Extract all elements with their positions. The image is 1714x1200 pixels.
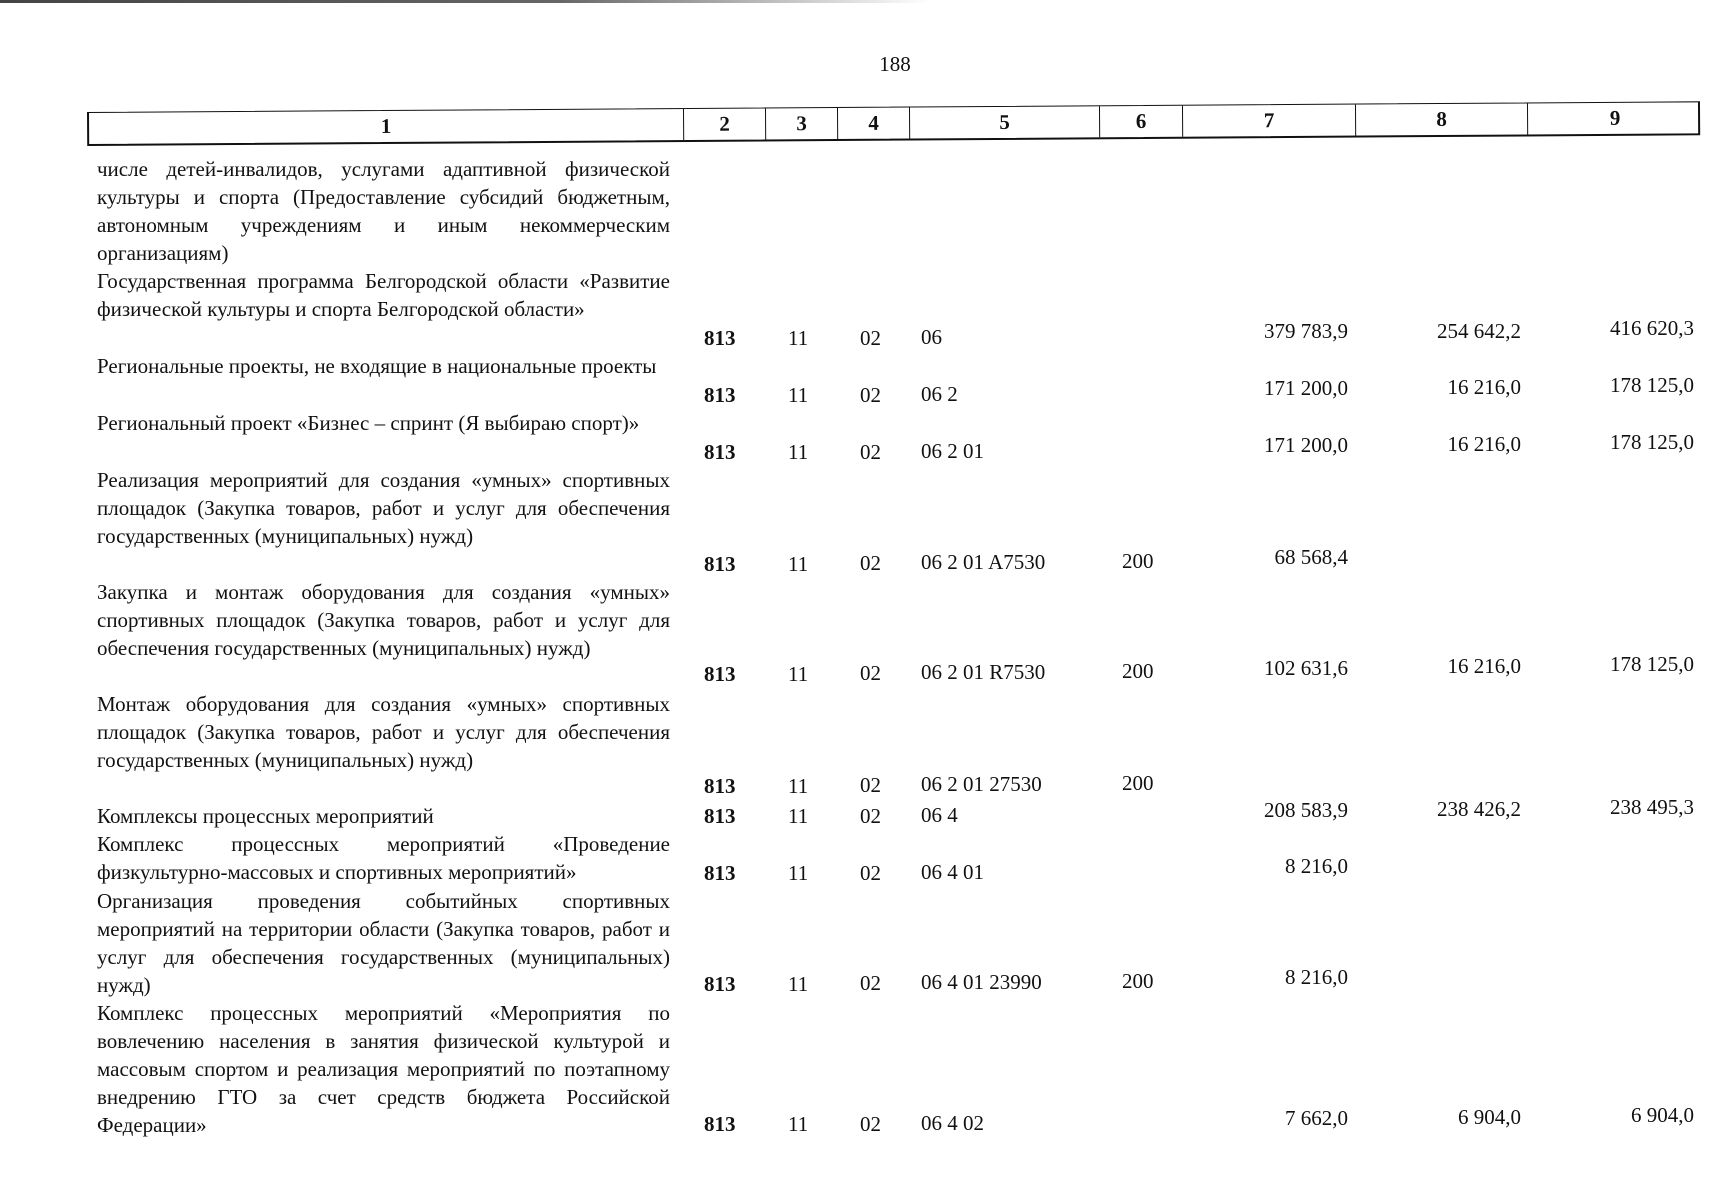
row-code-col3: 11 [788,804,809,828]
row-description: Организация проведения событийных спортивных мероприятий на территории области (Закупка товаров, работ и услуг для обеспечения государственных (муниципальных) нужд) [97,889,670,997]
table-row [0,795,1714,830]
row-code-col2: 813 [704,804,736,828]
row-amount-col8: 254 642,2 [1437,319,1521,343]
row-amount-col7: 171 200,0 [1264,376,1348,400]
row-amount-col7: 171 200,0 [1264,433,1348,457]
row-amount-col8: 6 904,0 [1458,1105,1521,1129]
row-code-col4: 02 [860,661,881,685]
row-code-col3: 11 [788,552,809,576]
row-description: Региональный проект «Бизнес – спринт (Я выбираю спорт)» [97,411,640,435]
table-row [0,999,1714,1140]
row-amount-col7: 8 216,0 [1285,854,1348,878]
table-row [0,409,1714,466]
header-col-2: 2 [683,109,765,141]
row-code-col5: 06 4 02 [921,1111,984,1135]
header-col-4: 4 [837,108,909,139]
row-amount-col7: 208 583,9 [1264,798,1348,822]
row-code-col3: 11 [788,662,809,686]
table-row [0,887,1714,999]
row-code-col5: 06 2 01 R7530 [921,660,1046,684]
row-amount-col7: 379 783,9 [1264,319,1348,343]
row-description: Комплекс процессных мероприятий «Проведение физкультурно-массовых и спортивных мероприятий» [97,832,670,884]
row-code-col2: 813 [704,440,736,464]
row-code-col4: 02 [860,1112,881,1136]
table-row [0,578,1714,690]
row-description: числе детей-инвалидов, услугами адаптивной физической культуры и спорта (Предоставление субсидий бюджетным, автономным учреждениям и иным некоммерческим организациям) [97,157,670,265]
row-code-col5: 06 4 01 [921,860,984,884]
row-amount-col9: 178 125,0 [1610,373,1694,397]
row-amount-col9: 416 620,3 [1610,316,1694,340]
row-code-col4: 02 [860,551,881,575]
row-code-col5: 06 2 [921,382,958,406]
row-code-col3: 11 [788,440,809,464]
table-row [0,830,1714,887]
row-description: Комплексы процессных мероприятий [97,804,434,828]
row-description: Реализация мероприятий для создания «умных» спортивных площадок (Закупка товаров, работ и услуг для обеспечения государственных (муниципальных) нужд) [97,468,670,548]
header-col-6: 6 [1099,106,1182,138]
table-row [0,267,1714,352]
row-code-col2: 813 [704,1112,736,1136]
row-code-col3: 11 [788,1112,809,1136]
header-col-7: 7 [1182,105,1355,137]
row-code-col5: 06 4 [921,803,958,827]
table-row [0,690,1714,802]
row-description: Государственная программа Белгородской области «Развитие физической культуры и спорта Белгородской области» [97,269,670,321]
header-col-1: 1 [380,113,392,139]
row-code-col4: 02 [860,383,881,407]
row-amount-col9: 178 125,0 [1610,652,1694,676]
table-row [0,155,1714,267]
row-amount-col7: 7 662,0 [1285,1106,1348,1130]
row-code-col3: 11 [788,774,809,798]
row-code-col6: 200 [1122,969,1154,993]
row-code-col4: 02 [860,326,881,350]
row-amount-col9: 6 904,0 [1631,1103,1694,1127]
row-code-col2: 813 [704,861,736,885]
row-code-col2: 813 [704,774,736,798]
row-code-col2: 813 [704,662,736,686]
row-amount-col8: 16 216,0 [1447,432,1521,456]
row-code-col5: 06 2 01 27530 [921,772,1042,796]
header-col-5: 5 [909,106,1099,138]
row-description: Комплекс процессных мероприятий «Мероприятия по вовлечению населения в занятия физической культурой и массовым спортом и реализация мероприятий по поэтапному внедрению ГТО за счет средств бюджета Российской Федерации» [97,1001,670,1137]
row-code-col5: 06 4 01 23990 [921,970,1042,994]
row-code-col4: 02 [860,773,881,797]
row-code-col6: 200 [1122,771,1154,795]
row-description: Закупка и монтаж оборудования для создания «умных» спортивных площадок (Закупка товаров, работ и услуг для обеспечения государственных (муниципальных) нужд) [97,580,670,660]
row-code-col3: 11 [788,972,809,996]
table-row [0,352,1714,409]
header-col-3: 3 [765,108,837,139]
row-amount-col8: 16 216,0 [1447,654,1521,678]
row-code-col4: 02 [860,861,881,885]
row-code-col4: 02 [860,971,881,995]
row-code-col5: 06 2 01 A7530 [921,550,1046,574]
row-amount-col7: 68 568,4 [1274,545,1348,569]
row-description: Монтаж оборудования для создания «умных» спортивных площадок (Закупка товаров, работ и услуг для обеспечения государственных (муниципальных) нужд) [97,692,670,772]
row-amount-col9: 238 495,3 [1610,795,1694,819]
row-code-col4: 02 [860,440,881,464]
page-number: 188 [879,52,911,76]
row-code-col2: 813 [704,383,736,407]
row-code-col2: 813 [704,326,736,350]
header-col-9: 9 [1527,102,1702,134]
row-code-col6: 200 [1122,549,1154,573]
row-description: Региональные проекты, не входящие в национальные проекты [97,354,657,378]
row-amount-col7: 8 216,0 [1285,965,1348,989]
row-code-col2: 813 [704,972,736,996]
row-amount-col7: 102 631,6 [1264,656,1348,680]
row-amount-col8: 238 426,2 [1437,797,1521,821]
row-amount-col9: 178 125,0 [1610,430,1694,454]
row-code-col2: 813 [704,552,736,576]
row-code-col4: 02 [860,804,881,828]
table-row [0,466,1714,578]
header-col-8: 8 [1355,103,1527,135]
row-code-col3: 11 [788,326,809,350]
row-amount-col8: 16 216,0 [1447,375,1521,399]
row-code-col5: 06 [921,325,942,349]
row-code-col3: 11 [788,861,809,885]
row-code-col3: 11 [788,383,809,407]
row-code-col5: 06 2 01 [921,439,984,463]
row-code-col6: 200 [1122,659,1154,683]
